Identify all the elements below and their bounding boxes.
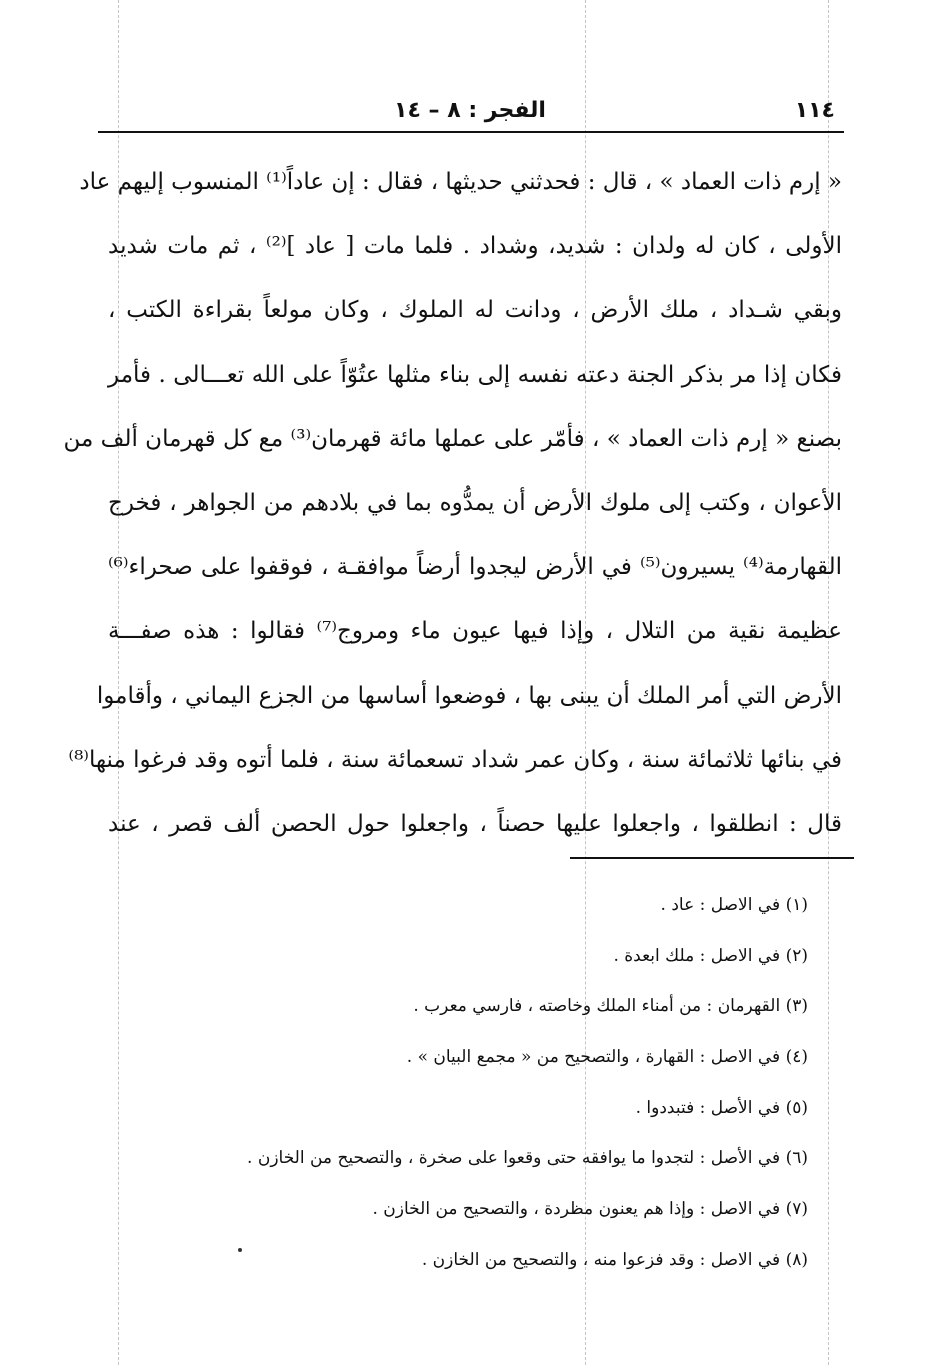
running-header: الفجر : ٨ – ١٤ — [394, 98, 546, 123]
body-line: فكان إذا مر بذكر الجنة دعته نفسه إلى بناء مثلها عتُوّاً على الله تعـــالى . فأمر — [108, 361, 842, 388]
body-line: الأولى ، كان له ولدان : شديد، وشداد . فلما مات [ عاد ]⁽²⁾ ، ثم مات شديد — [108, 233, 843, 260]
body-line: الأعوان ، وكتب إلى ملوك الأرض أن يمدُّوه بما في بلادهم من الجواهر ، فخرج — [108, 489, 842, 516]
body-line: عظيمة نقية من التلال ، وإذا فيها عيون ماء ومروج⁽⁷⁾ فقالوا : هذه صفـــة — [108, 618, 843, 645]
footnote: (١) في الاصل : عاد . — [660, 895, 808, 915]
footnote: (٧) في الاصل : وإذا هم يعنون مظردة ، والتصحيح من الخازن . — [372, 1199, 808, 1220]
body-line: بصنع « إرم ذات العماد » ، فأمّر على عملها مائة قهرمان⁽³⁾ مع كل قهرمان ألف من — [63, 425, 842, 452]
body-line: في بنائها ثلاثمائة سنة ، وكان عمر شداد تسعمائة سنة ، فلما أتوه وقد فرغوا منها⁽⁸⁾ — [68, 746, 842, 773]
footnote: (٤) في الاصل : القهارة ، والتصحيح من « مجمع البيان » . — [406, 1047, 808, 1068]
body-text — [63, 150, 843, 856]
body-line: « إرم ذات العماد » ، قال : فحدثني حديثها ، فقال : إن عاداً⁽¹⁾ المنسوب إليهم عاد — [79, 169, 842, 195]
footnote: (٨) في الاصل : وقد فزعوا منه ، والتصحيح من الخازن . — [421, 1249, 808, 1270]
footnote: (٣) القهرمان : من أمناء الملك وخاصته ، فارسي معرب . — [413, 996, 808, 1017]
ink-speck — [238, 1248, 242, 1252]
footnote: (٦) في الأصل : لتجدوا ما يوافقه حتى وقعوا على صخرة ، والتصحيح من الخازن . — [247, 1148, 808, 1169]
footnote: (٥) في الأصل : فتبددوا . — [635, 1097, 808, 1118]
body-line: قال : انطلقوا ، واجعلوا عليها حصناً ، واجعلوا حول الحصن ألف قصر ، عند — [108, 810, 842, 837]
footnotes — [100, 880, 808, 1286]
body-line: القهارمة⁽⁴⁾ يسيرون⁽⁵⁾ في الأرض ليجدوا أرضاً موافقـة ، فوقفوا على صحراء⁽⁶⁾ — [108, 554, 842, 581]
header-rule — [98, 131, 844, 133]
footnote: (٢) في الاصل : ملك ابعدة . — [613, 945, 808, 966]
footnote-rule — [570, 857, 854, 859]
body-line: الأرض التي أمر الملك أن يبنى بها ، فوضعوا أساسها من الجزع اليماني ، وأقاموا — [96, 682, 842, 709]
page-number: ١١٤ — [794, 98, 835, 123]
body-line: وبقي شـداد ، ملك الأرض ، ودانت له الملوك ، وكان مولعاً بقراءة الكتب ، — [108, 297, 842, 324]
